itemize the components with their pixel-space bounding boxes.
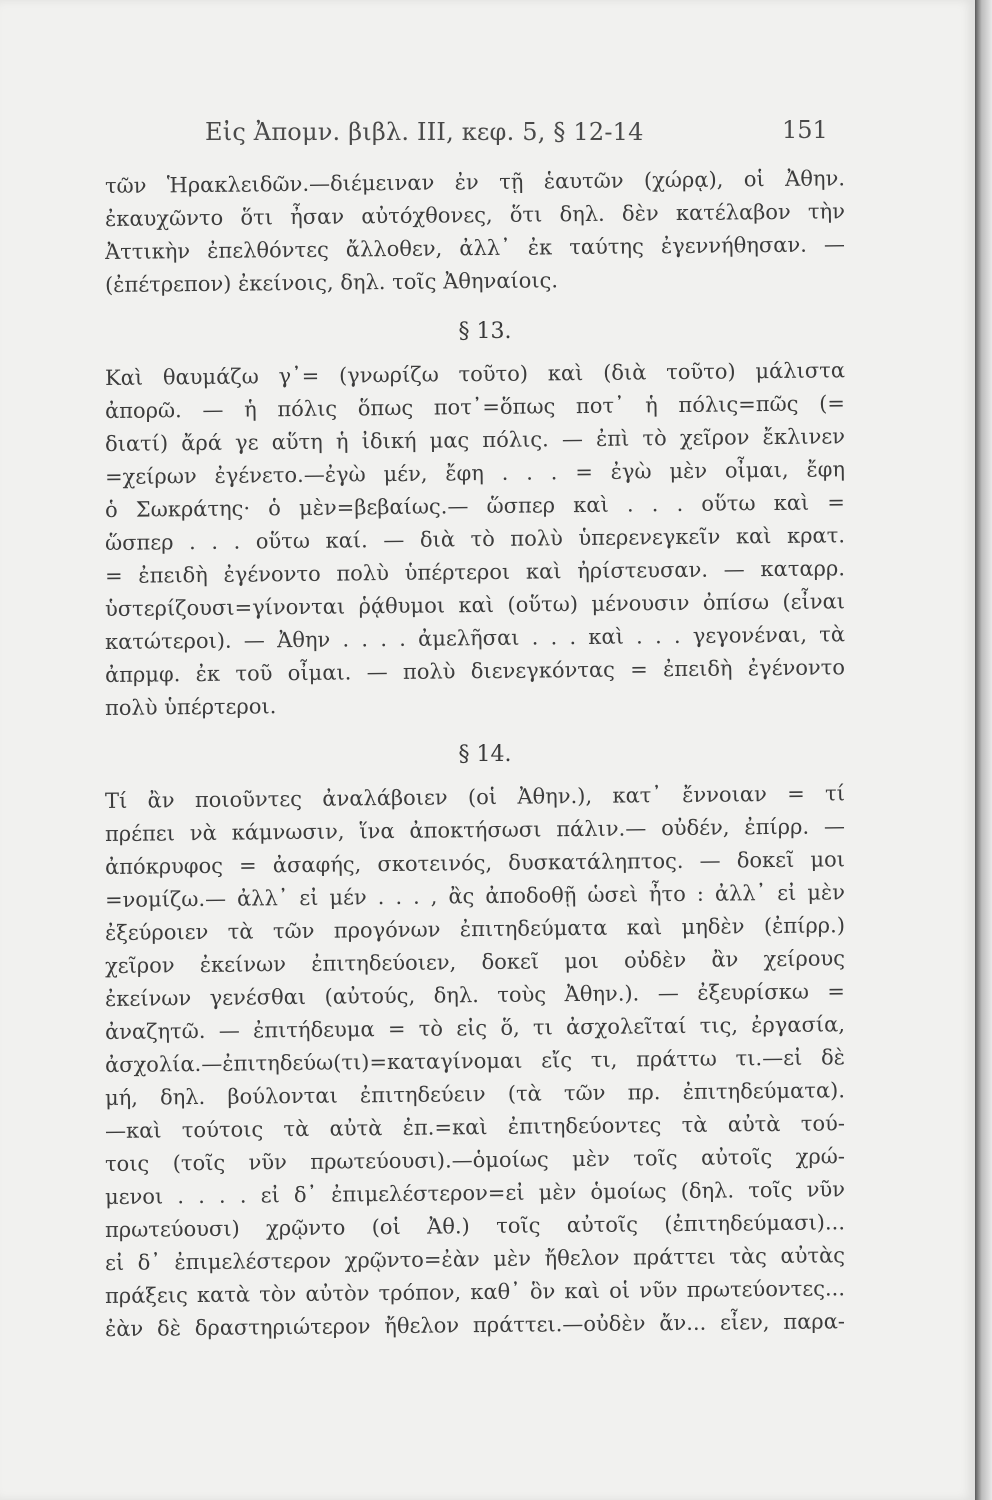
text-line: τῶν Ἡρακλειδῶν.—διέμειναν ἐν τῇ ἑαυτῶν (χώρᾳ), οἱ Ἀθην.	[104, 166, 846, 198]
section-14-paragraph	[104, 781, 846, 1346]
text-line: πολὺ ὑπέρτεροι.	[104, 694, 277, 720]
text-line: ὑστερίζουσι=γίνονται ῥᾴθυμοι καὶ (οὕτω) μένουσιν ὀπίσω (εἶναι	[104, 589, 846, 621]
text-line: ἐκαυχῶντο ὅτι ἦσαν αὐτόχθονες, ὅτι δηλ. δὲν κατέλαβον τὴν	[104, 199, 846, 231]
text-line: =χείρων ἐγένετο.—ἐγὼ μέν, ἔφη . . . = ἐγὼ μὲν οἶμαι, ἔφη	[104, 457, 846, 489]
text-line: πρωτεύουσι) χρῷντο (οἱ Ἀθ.) τοῖς αὐτοῖς (ἐπιτηδεύμασι)...	[104, 1210, 846, 1242]
text-line: μή, δηλ. βούλονται ἐπιτηδεύειν (τὰ τῶν πρ. ἐπιτηδεύματα).	[104, 1078, 846, 1110]
text-line: (ἐπέτρεπον) ἐκείνοις, δηλ. τοῖς Ἀθηναίοις.	[104, 268, 559, 297]
commentary-text	[104, 166, 846, 1346]
text-line: ἀπόκρυφος = ἀσαφής, σκοτεινός, δυσκατάληπτος. — δοκεῖ μοι	[104, 847, 846, 879]
text-line: = ἐπειδὴ ἐγένοντο πολὺ ὑπέρτεροι καὶ ἠρίστευσαν. — καταρρ.	[104, 556, 846, 588]
running-head: Εἰς Ἀπομν. βιβλ. III, κεφ. 5, § 12-14	[205, 118, 644, 146]
text-line: ἐκείνων γενέσθαι (αὐτούς, δηλ. τοὺς Ἀθην.). — ἐξευρίσκω =	[104, 979, 846, 1011]
text-line: μενοι . . . . εἰ δ᾽ ἐπιμελέστερον=εἰ μὲν ὁμοίως (δηλ. τοῖς νῦν	[104, 1177, 846, 1209]
section-heading-14: § 14.	[458, 742, 512, 767]
text-line: τοις (τοῖς νῦν πρωτεύουσι).—ὁμοίως μὲν τοῖς αὐτοῖς χρώ-	[104, 1144, 846, 1176]
text-line: ἐὰν δὲ δραστηριώτερον ἤθελον πράττει.—οὐδὲν ἄν... εἶεν, παρα-	[104, 1309, 846, 1341]
text-line: κατώτεροι). — Ἀθην . . . . ἀμελῆσαι . . . καὶ . . . γεγονέναι, τὰ	[104, 622, 846, 654]
text-line: εἰ δ᾽ ἐπιμελέστερον χρῷντο=ἐὰν μὲν ἤθελον πράττει τὰς αὐτὰς	[104, 1243, 846, 1275]
text-line: Καὶ θαυμάζω γ᾽= (γνωρίζω τοῦτο) καὶ (διὰ τοῦτο) μάλιστα	[104, 358, 846, 390]
text-line: ἀπρμφ. ἐκ τοῦ οἶμαι. — πολὺ διενεγκόντας = ἐπειδὴ ἐγένοντο	[104, 655, 846, 687]
text-line: ἐξεύροιεν τὰ τῶν προγόνων ἐπιτηδεύματα καὶ μηδὲν (ἐπίρρ.)	[104, 913, 846, 945]
text-line: =νομίζω.— ἀλλ᾽ εἰ μέν . . . , ἂς ἀποδοθῇ ὡσεὶ ἦτο : ἀλλ᾽ εἰ μὲν	[104, 880, 846, 912]
text-line: πρέπει νὰ κάμνωσιν, ἵνα ἀποκτήσωσι πάλιν.— οὐδέν, ἐπίρρ. —	[104, 814, 846, 846]
book-edge	[975, 0, 992, 1500]
page-number: 151	[782, 116, 828, 144]
text-line: ὁ Σωκράτης· ὁ μὲν=βεβαίως.— ὥσπερ καὶ . . . οὕτω καὶ =	[104, 490, 846, 522]
text-line: —καὶ τούτοις τὰ αὐτὰ ἐπ.=καὶ ἐπιτηδεύοντες τὰ αὐτὰ τού-	[104, 1111, 846, 1143]
text-line: διατί) ἄρά γε αὕτη ἡ ἰδική μας πόλις. — ἐπὶ τὸ χεῖρον ἔκλινεν	[104, 424, 846, 456]
text-line: ὥσπερ . . . οὕτω καί. — διὰ τὸ πολὺ ὑπερενεγκεῖν καὶ κρατ.	[104, 523, 846, 555]
text-line: Τί ἂν ποιοῦντες ἀναλάβοιεν (οἱ Ἀθην.), κατ᾽ ἔννοιαν = τί	[104, 781, 846, 813]
section-13-paragraph	[104, 358, 846, 725]
text-line: ἀσχολία.—ἐπιτηδεύω(τι)=καταγίνομαι εἴς τι, πράττω τι.—εἰ δὲ	[104, 1045, 846, 1077]
text-line: Ἀττικὴν ἐπελθόντες ἄλλοθεν, ἀλλ᾽ ἐκ ταύτης ἐγεννήθησαν. —	[104, 232, 846, 264]
section-heading-13: § 13.	[458, 319, 512, 344]
intro-paragraph	[104, 166, 846, 302]
text-line: ἀναζητῶ. — ἐπιτήδευμα = τὸ εἰς ὅ, τι ἀσχολεῖταί τις, ἐργασία,	[104, 1012, 846, 1044]
text-line: πράξεις κατὰ τὸν αὐτὸν τρόπον, καθ᾽ ὃν καὶ οἱ νῦν πρωτεύοντες...	[104, 1276, 846, 1308]
text-line: ἀπορῶ. — ἡ πόλις ὅπως ποτ᾽=ὅπως ποτ᾽ ἡ πόλις=πῶς (=	[104, 391, 846, 423]
text-line: χεῖρον ἐκείνων ἐπιτηδεύοιεν, δοκεῖ μοι οὐδὲν ἂν χείρους	[104, 946, 846, 978]
